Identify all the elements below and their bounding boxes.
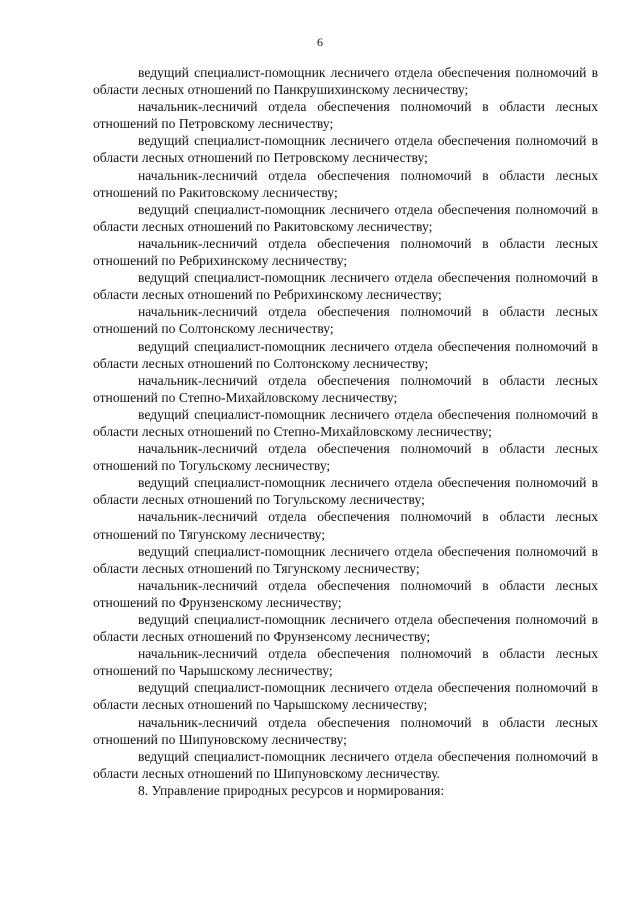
paragraph: начальник-лесничий отдела обеспечения полномочий в области лесных отношений по Ракитовскому лесничеству;: [93, 167, 598, 200]
document-body: [93, 64, 598, 799]
paragraph: ведущий специалист-помощник лесничего отдела обеспечения полномочий в области лесных отношений по Шипуновскому лесничеству.: [93, 748, 598, 781]
page-number: 6: [317, 35, 323, 49]
paragraph: начальник-лесничий отдела обеспечения полномочий в области лесных отношений по Тягунскому лесничеству;: [93, 509, 598, 542]
paragraph: ведущий специалист-помощник лесничего отдела обеспечения полномочий в области лесных отношений по Ребрихинскому лесничеству;: [93, 270, 598, 303]
paragraph: ведущий специалист-помощник лесничего отдела обеспечения полномочий в области лесных отношений по Тогульскому лесничеству;: [93, 475, 598, 508]
section-heading: 8. Управление природных ресурсов и нормирования:: [138, 782, 445, 798]
paragraph: начальник-лесничий отдела обеспечения полномочий в области лесных отношений по Солтонскому лесничеству;: [93, 304, 598, 337]
paragraph: ведущий специалист-помощник лесничего отдела обеспечения полномочий в области лесных отношений по Петровскому лесничеству;: [93, 133, 598, 166]
paragraph: ведущий специалист-помощник лесничего отдела обеспечения полномочий в области лесных отношений по Степно-Михайловскому лесничеству;: [93, 406, 598, 439]
paragraph: ведущий специалист-помощник лесничего отдела обеспечения полномочий в области лесных отношений по Чарышскому лесничеству;: [93, 680, 598, 713]
paragraph: начальник-лесничий отдела обеспечения полномочий в области лесных отношений по Тогульскому лесничеству;: [93, 441, 598, 474]
paragraph: ведущий специалист-помощник лесничего отдела обеспечения полномочий в области лесных отношений по Солтонскому лесничеству;: [93, 338, 598, 371]
paragraph: ведущий специалист-помощник лесничего отдела обеспечения полномочий в области лесных отношений по Ракитовскому лесничеству;: [93, 201, 598, 234]
paragraph: ведущий специалист-помощник лесничего отдела обеспечения полномочий в области лесных отношений по Тягунскому лесничеству;: [93, 543, 598, 576]
paragraph: начальник-лесничий отдела обеспечения полномочий в области лесных отношений по Шипуновскому лесничеству;: [93, 714, 598, 747]
paragraph: ведущий специалист-помощник лесничего отдела обеспечения полномочий в области лесных отношений по Фрунзенсому лесничеству;: [93, 612, 598, 645]
paragraph: начальник-лесничий отдела обеспечения полномочий в области лесных отношений по Петровскому лесничеству;: [93, 99, 598, 132]
paragraph: начальник-лесничий отдела обеспечения полномочий в области лесных отношений по Ребрихинскому лесничеству;: [93, 235, 598, 269]
paragraph: начальник-лесничий отдела обеспечения полномочий в области лесных отношений по Фрунзенскому лесничеству;: [93, 577, 598, 610]
paragraph: ведущий специалист-помощник лесничего отдела обеспечения полномочий в области лесных отношений по Панкрушихинскому лесничеству;: [93, 65, 598, 98]
paragraph: начальник-лесничий отдела обеспечения полномочий в области лесных отношений по Чарышскому лесничеству;: [93, 646, 598, 679]
paragraph: начальник-лесничий отдела обеспечения полномочий в области лесных отношений по Степно-Михайловскому лесничеству;: [93, 372, 598, 405]
